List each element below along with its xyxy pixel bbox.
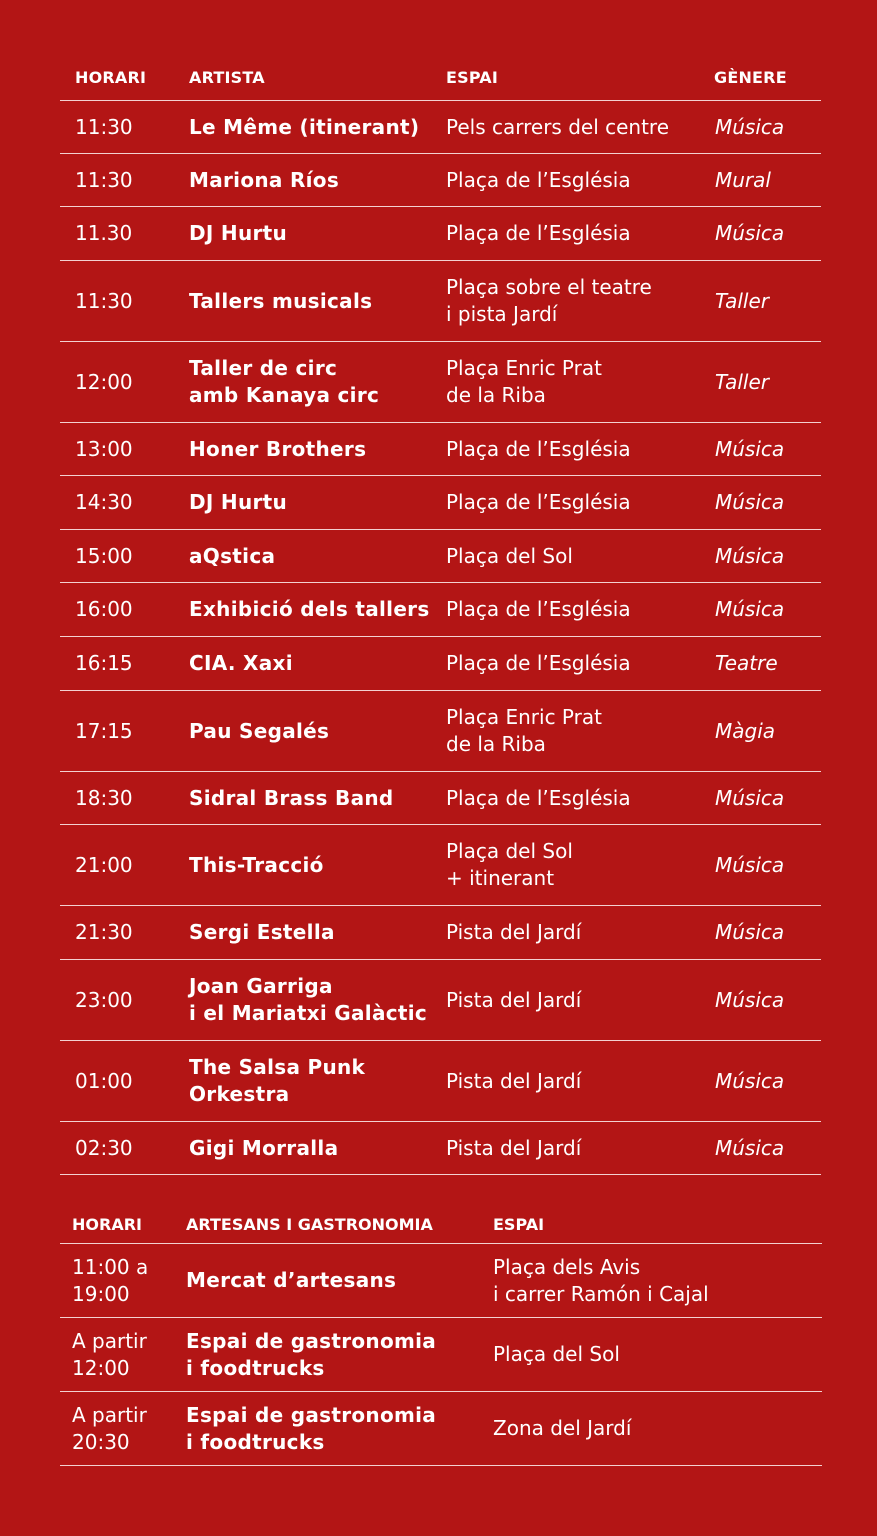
row-time: 18:30 — [75, 785, 133, 810]
row-artist: DJ Hurtu — [189, 490, 288, 514]
row-genre: Música — [715, 920, 785, 944]
row-genre: Taller — [715, 369, 770, 394]
row-time: 01:00 — [75, 1068, 133, 1093]
row-genre: Taller — [715, 288, 770, 313]
row-time: 23:00 — [75, 987, 133, 1012]
row-space: Plaça del Sol — [493, 1342, 620, 1366]
row-genre: Música — [715, 987, 785, 1012]
row-artist: Exhibició dels tallers — [189, 597, 430, 621]
schedule-row — [60, 825, 821, 906]
row-artist: Taller de circ amb Kanaya circ — [189, 356, 380, 407]
schedule-row — [60, 583, 821, 637]
row-artist: aQstica — [189, 543, 276, 568]
row-time: 11.30 — [75, 221, 133, 245]
schedule-row — [60, 423, 821, 476]
row-crafts-name: Espai de gastronomia i foodtrucks — [186, 1328, 437, 1380]
row-genre: Màgia — [715, 718, 776, 743]
row-artist: This-Tracció — [189, 852, 324, 877]
row-artist: Mariona Ríos — [189, 167, 340, 192]
header-crafts: ARTESANS I GASTRONOMIA — [186, 1215, 433, 1234]
header-space: ESPAI — [446, 68, 499, 87]
row-genre: Música — [715, 221, 785, 245]
row-space: Pista del Jardí — [446, 1068, 582, 1093]
schedule-row — [60, 342, 821, 423]
row-time: 02:30 — [75, 1135, 133, 1160]
row-time: 13:00 — [75, 436, 133, 461]
row-time: 21:00 — [75, 852, 133, 877]
crafts-rows — [60, 1244, 822, 1466]
row-genre: Música — [715, 490, 785, 514]
schedule-row — [60, 207, 821, 261]
row-genre: Teatre — [715, 651, 778, 675]
row-space: Zona del Jardí — [493, 1416, 632, 1440]
row-artist: Le Même (itinerant) — [189, 114, 420, 139]
header-artist: ARTISTA — [189, 68, 265, 87]
row-space: Plaça sobre el teatre i pista Jardí — [446, 275, 652, 326]
schedule-row — [60, 476, 821, 530]
row-space: Plaça Enric Prat de la Riba — [446, 705, 602, 756]
row-time: 12:00 — [75, 369, 133, 394]
header-genre: GÈNERE — [714, 68, 787, 87]
schedule-row — [60, 1041, 821, 1122]
row-space: Pels carrers del centre — [446, 114, 670, 139]
row-artist: CIA. Xaxi — [189, 651, 293, 675]
schedule-row — [60, 530, 821, 583]
row-space: Plaça del Sol + itinerant — [446, 839, 573, 890]
row-space: Plaça dels Avis i carrer Ramón i Cajal — [493, 1254, 709, 1306]
header-time: HORARI — [72, 1215, 142, 1234]
row-space: Plaça de l’Església — [446, 785, 631, 810]
schedule-row — [60, 772, 821, 825]
row-genre: Música — [715, 597, 785, 621]
schedule-row — [60, 691, 821, 772]
row-time: 21:30 — [75, 920, 133, 944]
row-artist: Sergi Estella — [189, 920, 335, 944]
row-genre: Música — [715, 436, 785, 461]
crafts-row — [60, 1392, 822, 1466]
row-artist: The Salsa Punk Orkestra — [189, 1055, 366, 1106]
schedule-table — [60, 0, 821, 1175]
row-space: Plaça de l’Església — [446, 490, 631, 514]
row-genre: Música — [715, 1068, 785, 1093]
row-time: A partir 12:00 — [72, 1328, 147, 1380]
row-artist: Joan Garriga i el Mariatxi Galàctic — [189, 974, 428, 1025]
crafts-header — [60, 1170, 822, 1244]
row-space: Plaça de l’Església — [446, 651, 631, 675]
row-time: 16:15 — [75, 651, 133, 675]
row-genre: Música — [715, 1135, 785, 1160]
row-space: Plaça de l’Església — [446, 167, 631, 192]
crafts-table — [60, 1170, 822, 1466]
row-space: Plaça de l’Església — [446, 436, 631, 461]
row-time: 14:30 — [75, 490, 133, 514]
row-time: A partir 20:30 — [72, 1402, 147, 1454]
row-time: 11:00 a 19:00 — [72, 1254, 149, 1306]
row-space: Plaça Enric Prat de la Riba — [446, 356, 602, 407]
row-time: 15:00 — [75, 543, 133, 568]
schedule-row — [60, 101, 821, 154]
crafts-row — [60, 1244, 822, 1318]
row-time: 16:00 — [75, 597, 133, 621]
row-genre: Música — [715, 852, 785, 877]
row-genre: Música — [715, 114, 785, 139]
row-artist: Gigi Morralla — [189, 1135, 339, 1160]
row-time: 17:15 — [75, 718, 133, 743]
row-genre: Mural — [715, 167, 771, 192]
crafts-row — [60, 1318, 822, 1392]
schedule-row — [60, 637, 821, 691]
row-time: 11:30 — [75, 288, 133, 313]
row-artist: DJ Hurtu — [189, 221, 288, 245]
schedule-row — [60, 960, 821, 1041]
row-artist: Honer Brothers — [189, 436, 367, 461]
row-artist: Sidral Brass Band — [189, 785, 394, 810]
schedule-rows — [60, 101, 821, 1175]
row-space: Pista del Jardí — [446, 1135, 582, 1160]
row-artist: Tallers musicals — [189, 288, 373, 313]
row-time: 11:30 — [75, 167, 133, 192]
row-crafts-name: Espai de gastronomia i foodtrucks — [186, 1402, 437, 1454]
schedule-row — [60, 261, 821, 342]
row-space: Plaça del Sol — [446, 543, 573, 568]
schedule-row — [60, 906, 821, 960]
row-genre: Música — [715, 785, 785, 810]
row-space: Plaça de l’Església — [446, 221, 631, 245]
row-space: Pista del Jardí — [446, 920, 582, 944]
schedule-row — [60, 1122, 821, 1175]
row-time: 11:30 — [75, 114, 133, 139]
row-crafts-name: Mercat d’artesans — [186, 1268, 397, 1292]
row-genre: Música — [715, 543, 785, 568]
row-artist: Pau Segalés — [189, 718, 330, 743]
header-space: ESPAI — [493, 1215, 545, 1234]
header-time: HORARI — [75, 68, 147, 87]
row-space: Plaça de l’Església — [446, 597, 631, 621]
row-space: Pista del Jardí — [446, 987, 582, 1012]
schedule-row — [60, 154, 821, 207]
schedule-header — [60, 0, 821, 101]
